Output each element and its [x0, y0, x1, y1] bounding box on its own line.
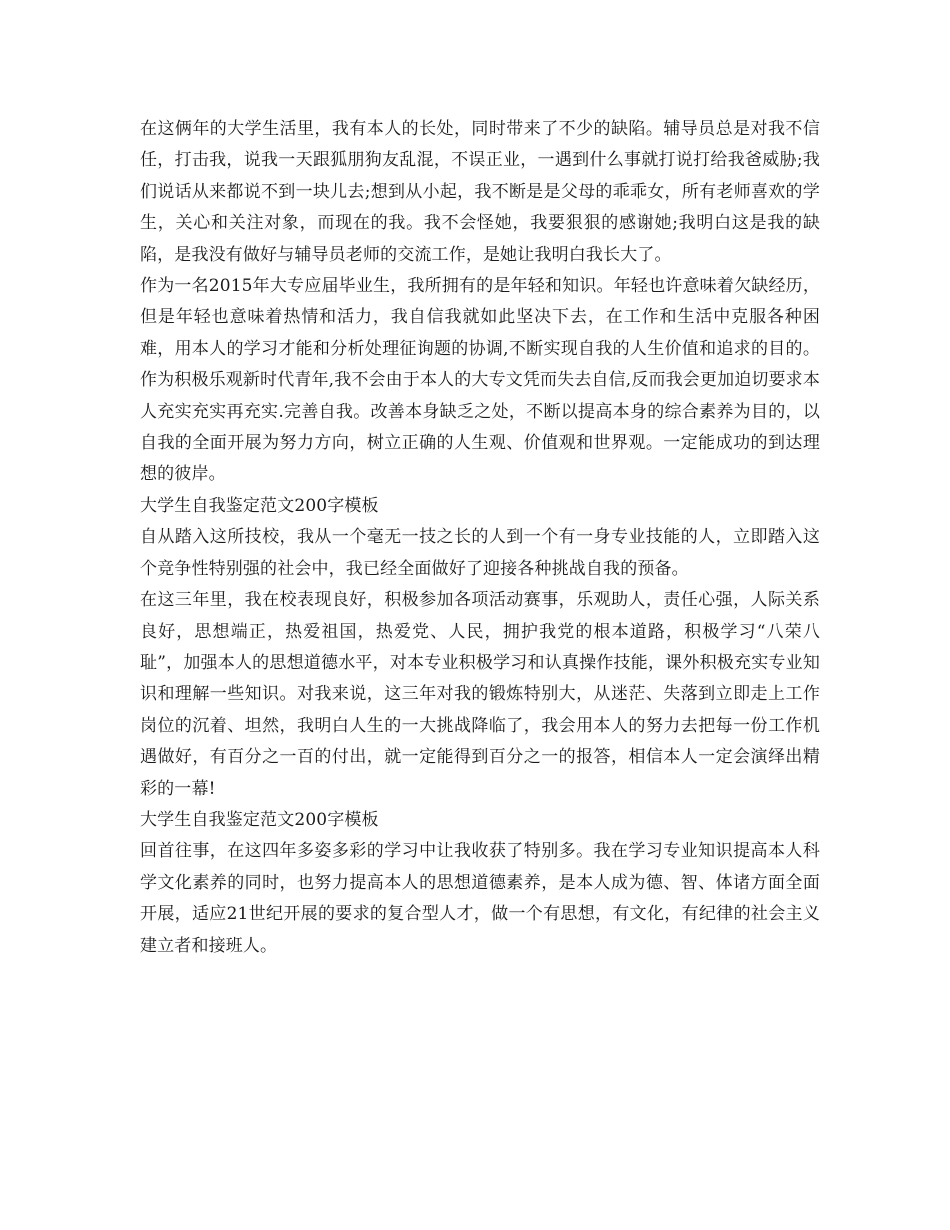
paragraph-looking-back: 回首往事，在这四年多姿多彩的学习中让我收获了特别多。我在学习专业知识提高本人科学文化素养的同时，也努力提高本人的思想道德素养，是本人成为德、智、体诸方面全面开展，适应21世纪开展的要求的复合型人才，做一个有思想，有文化，有纪律的社会主义建立者和接班人。 [140, 841, 820, 956]
document-body [140, 114, 820, 962]
paragraph-technical-school: 自从踏入这所技校，我从一个毫无一技之长的人到一个有一身专业技能的人，立即踏入这个竞争性特别强的社会中，我已经全面做好了迎接各种挑战自我的预备。 [140, 527, 820, 579]
paragraph-three-years: 在这三年里，我在校表现良好，积极参加各项活动赛事，乐观助人，责任心强，人际关系良好，思想端正，热爱祖国，热爱党、人民，拥护我党的根本道路，积极学习“八荣八耻”，加强本人的思想道德水平，对本专业积极学习和认真操作技能，课外积极充实专业知识和理解一些知识。对我来说，这三年对我的锻炼特别大，从迷茫、失落到立即走上工作岗位的沉着、坦然，我明白人生的一大挑战降临了，我会用本人的努力去把每一份工作机遇做好，有百分之一百的付出，就一定能得到百分之一的报答，相信本人一定会演绎出精彩的一幕! [140, 590, 820, 799]
section-heading: 大学生自我鉴定范文200字模板 [140, 495, 379, 516]
section-heading: 大学生自我鉴定范文200字模板 [140, 809, 379, 830]
paragraph-college-life: 在这俩年的大学生活里，我有本人的长处，同时带来了不少的缺陷。辅导员总是对我不信任，打击我，说我一天跟狐朋狗友乱混，不误正业，一遇到什么事就打说打给我爸威胁;我们说话从来都说不到一块儿去;想到从小起，我不断是是父母的乖乖女，所有老师喜欢的学生，关心和关注对象，而现在的我。我不会怪她，我要狠狠的感谢她;我明白这是我的缺陷，是我没有做好与辅导员老师的交流工作，是她让我明白我长大了。 [140, 119, 820, 265]
paragraph-graduate: 作为一名2015年大专应届毕业生，我所拥有的是年轻和知识。年轻也许意味着欠缺经历，但是年轻也意味着热情和活力，我自信我就如此坚决下去，在工作和生活中克服各种困难，用本人的学习才能和分析处理征询题的协调,不断实现自我的人生价值和追求的目的。作为积极乐观新时代青年,我不会由于本人的大专文凭而失去自信,反而我会更加迫切要求本人充实充实再充实.完善自我。改善本身缺乏之处，不断以提高本身的综合素养为目的，以自我的全面开展为努力方向，树立正确的人生观、价值观和世界观。一定能成功的到达理想的彼岸。 [140, 276, 820, 485]
